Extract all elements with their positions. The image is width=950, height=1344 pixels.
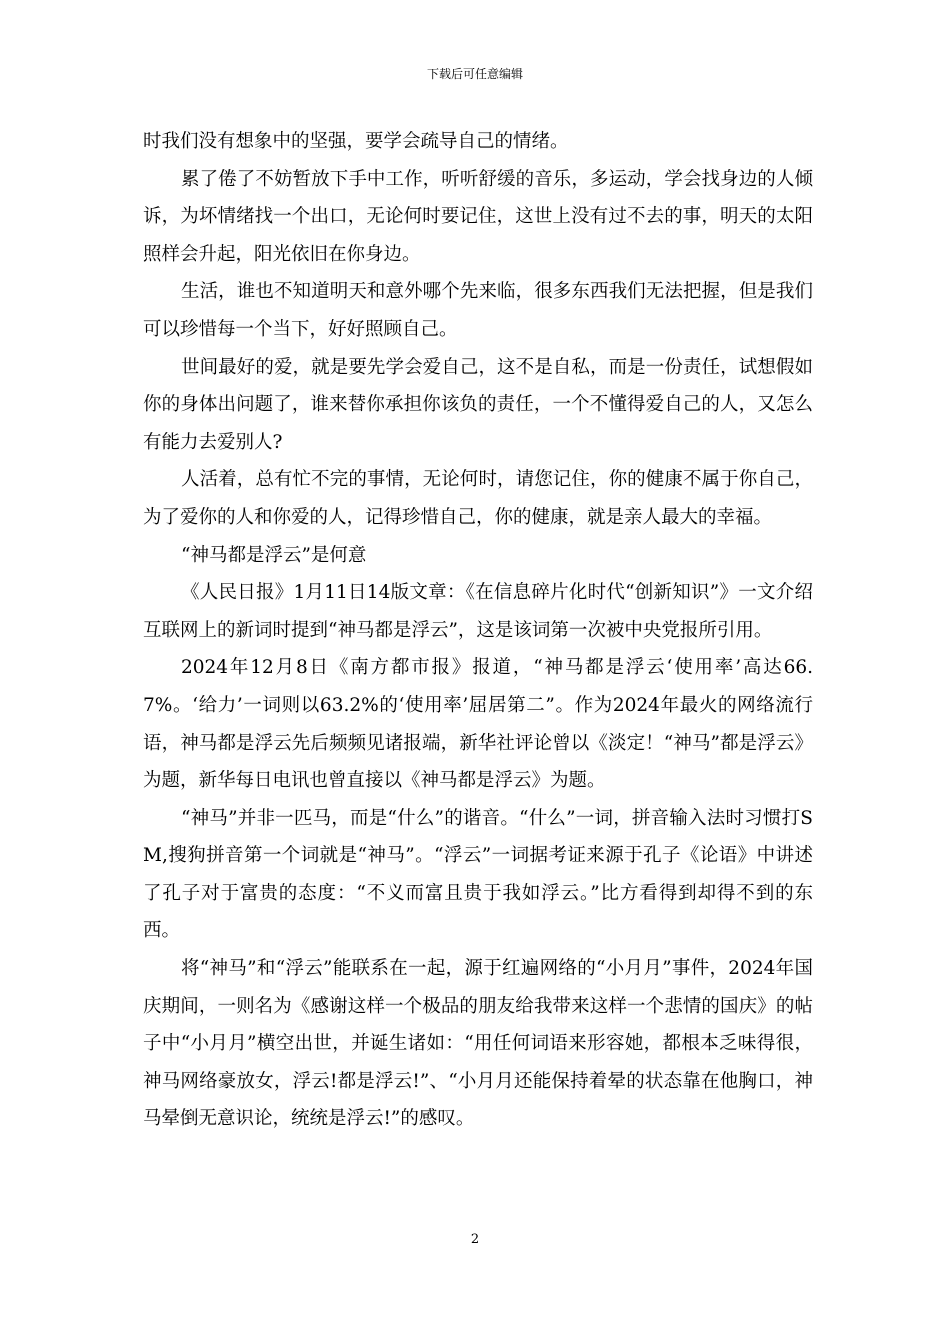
- page-number: 2: [470, 1232, 480, 1247]
- paragraph: “神马”并非一匹马，而是“什么”的谐音。“什么”一词，拼音输入法时习惯打SM,搜狗拼音第一个词就是“神马”。“浮云”一词据考证来源于孔子《论语》中讲述了孔子对于富贵的态度：“不义而富且贵于我如浮云。”比方看得到却得不到的东西。: [143, 807, 813, 942]
- paragraph: 人活着，总有忙不完的事情，无论何时，请您记住，你的健康不属于你自己，为了爱你的人和你爱的人，记得珍惜自己，你的健康，就是亲人最大的幸福。: [143, 469, 813, 528]
- page-header: 下载后可任意编辑: [426, 67, 523, 81]
- paragraph: 时我们没有想象中的坚强，要学会疏导自己的情绪。: [143, 131, 569, 152]
- paragraph: 《人民日报》1月11日14版文章：《在信息碎片化时代“创新知识”》一文介绍互联网上的新词时提到“神马都是浮云”，这是该词第一次被中央党报所引用。: [143, 582, 813, 641]
- paragraph: 将“神马”和“浮云”能联系在一起，源于红遍网络的“小月月”事件，2024年国庆期间，一则名为《感谢这样一个极品的朋友给我带来这样一个悲情的国庆》的帖子中“小月月”横空出世，并诞生诸如：“用任何词语来形容她，都根本乏味得很，神马网络豪放女，浮云!都是浮云!”、“小月月还能保持着晕的状态靠在他胸口，神马晕倒无意识论，统统是浮云!”的感叹。: [143, 958, 813, 1130]
- paragraph: 生活，谁也不知道明天和意外哪个先来临，很多东西我们无法把握，但是我们可以珍惜每一个当下，好好照顾自己。: [143, 281, 813, 340]
- paragraph: 世间最好的爱，就是要先学会爱自己，这不是自私，而是一份责任，试想假如你的身体出问题了，谁来替你承担你该负的责任，一个不懂得爱自己的人，又怎么有能力去爱别人?: [143, 356, 813, 453]
- paragraph: 累了倦了不妨暂放下手中工作，听听舒缓的音乐，多运动，学会找身边的人倾诉，为坏情绪找一个出口，无论何时要记住，这世上没有过不去的事，明天的太阳照样会升起，阳光依旧在你身边。: [143, 168, 813, 265]
- paragraph: 2024年12月8日《南方都市报》报道，“神马都是浮云‘使用率’高达66.7%。‘给力’一词则以63.2%的‘使用率’屈居第二”。作为2024年最火的网络流行语，神马都是浮云先后频频见诸报端，新华社评论曾以《淡定！“神马”都是浮云》为题，新华每日电讯也曾直接以《神马都是浮云》为题。: [143, 657, 813, 792]
- section-heading: “神马都是浮云”是何意: [181, 544, 367, 566]
- document-body: [143, 123, 813, 1138]
